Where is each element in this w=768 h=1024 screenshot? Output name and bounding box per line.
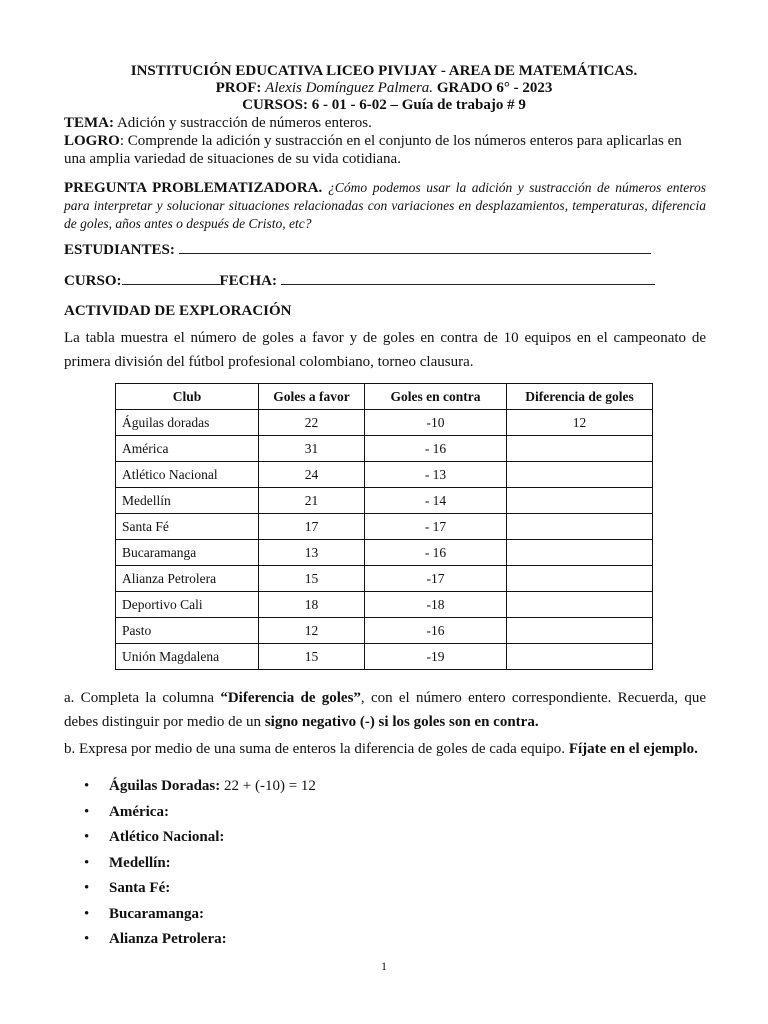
favor-cell: 22 [259,410,365,436]
favor-cell: 12 [259,618,365,644]
diferencia-cell [507,644,653,670]
table-row [116,488,653,514]
estudiantes-line [64,241,706,259]
list-item-label: Alianza Petrolera: [109,931,227,947]
list-item-label: Atlético Nacional: [109,829,225,845]
table-row [116,592,653,618]
club-cell: Alianza Petrolera [116,566,259,592]
favor-cell: 18 [259,592,365,618]
table-row [116,644,653,670]
table-row [116,514,653,540]
prof-label: PROF: [215,80,262,96]
instruction-a [64,686,706,734]
club-cell: Águilas doradas [116,410,259,436]
instruction-b-text: b. Expresa por medio de una suma de enteros la diferencia de goles de cada equipo. [64,741,569,757]
instruction-a-text: a. Completa la columna [64,690,221,706]
table-header-row [116,384,653,410]
club-cell: América [116,436,259,462]
diferencia-cell [507,566,653,592]
fecha-label: FECHA: [219,273,278,289]
contra-cell: - 13 [365,462,507,488]
club-cell: Unión Magdalena [116,644,259,670]
bullet-icon: • [84,880,90,896]
course-line: CURSOS: 6 - 01 - 6-02 – Guía de trabajo # 9 [242,97,526,113]
instruction-a-bold-sign: signo negativo (-) si los goles son en contra. [264,714,539,730]
instruction-b-bold: Fíjate en el ejemplo. [568,741,698,757]
favor-cell: 31 [259,436,365,462]
logro-paragraph [64,132,706,168]
list-item-text: 22 + (-10) = 12 [220,778,316,794]
bullet-icon: • [84,829,90,845]
club-cell: Medellín [116,488,259,514]
table-row [116,462,653,488]
favor-cell: 24 [259,462,365,488]
header-goles-favor: Goles a favor [259,384,365,410]
list-item-label: Águilas Doradas: [109,778,221,794]
list-item [84,803,316,829]
instruction-a-text-2: , con el número entero correspondiente. Recuerda, que debes distinguir por medio de un [64,690,706,730]
tema-text: Adición y sustracción de números enteros. [116,115,372,131]
diferencia-cell [507,540,653,566]
diferencia-cell [507,436,653,462]
table-row [116,618,653,644]
activity-title: ACTIVIDAD DE EXPLORACIÓN [64,303,292,319]
contra-cell: - 14 [365,488,507,514]
favor-cell: 21 [259,488,365,514]
bullet-icon: • [84,854,90,871]
contra-cell: -19 [365,644,507,670]
list-item [84,879,316,905]
estudiantes-label: ESTUDIANTES: [64,242,175,258]
goals-table [115,383,653,670]
diferencia-cell [507,592,653,618]
list-item-label: Santa Fé: [109,880,171,896]
page-number: 1 [381,959,387,973]
contra-cell: -18 [365,592,507,618]
estudiantes-blank [179,241,651,254]
club-cell: Deportivo Cali [116,592,259,618]
bullet-icon: • [84,905,90,922]
list-item-label: Medellín: [109,854,171,871]
prof-name: Alexis Domínguez Palmera. [265,80,434,96]
list-item [84,777,316,803]
answers-list [84,777,316,956]
logro-text: : Comprende la adición y sustracción en el conjunto de los números enteros para aplicarlas en una amplia variedad de situaciones de su vida cotidiana. [64,133,682,167]
logro-label: LOGRO [64,133,120,149]
curso-fecha-line [64,272,706,290]
favor-cell: 17 [259,514,365,540]
bullet-icon: • [84,803,90,820]
bullet-icon: • [84,778,90,794]
diferencia-cell: 12 [507,410,653,436]
club-cell: Bucaramanga [116,540,259,566]
club-cell: Pasto [116,618,259,644]
fecha-blank [281,272,655,285]
instruction-b [64,740,706,758]
instruction-a-bold-column: “Diferencia de goles” [220,690,361,706]
pregunta-paragraph [64,179,706,233]
grade-label: GRADO 6° - 2023 [436,80,553,96]
header-goles-contra: Goles en contra [365,384,507,410]
teacher-line [0,80,768,97]
list-item-label: Bucaramanga: [109,905,204,922]
contra-cell: -17 [365,566,507,592]
favor-cell: 15 [259,566,365,592]
list-item [84,905,316,931]
table-row [116,566,653,592]
header-diferencia: Diferencia de goles [507,384,653,410]
bullet-icon: • [84,931,90,947]
contra-cell: - 16 [365,540,507,566]
diferencia-cell [507,514,653,540]
table-row [116,436,653,462]
contra-cell: - 17 [365,514,507,540]
list-item [84,854,316,880]
table-row [116,540,653,566]
pregunta-label: PREGUNTA PROBLEMATIZADORA. [64,180,323,196]
tema-line [64,114,706,132]
pregunta-text: ¿Cómo podemos usar la adición y sustracción de números enteros para interpretar y solucionar situaciones relacionadas con variaciones en desplazamientos, temperaturas, diferencia de goles, años antes o después de Cristo, etc? [64,180,707,231]
diferencia-cell [507,618,653,644]
intro-paragraph: La tabla muestra el número de goles a favor y de goles en contra de 10 equipos en el campeonato de primera división del fútbol profesional colombiano, torneo clausura. [64,330,706,370]
diferencia-cell [507,488,653,514]
curso-blank [122,272,220,285]
school-title: INSTITUCIÓN EDUCATIVA LICEO PIVIJAY - AREA DE MATEMÁTICAS. [130,63,638,79]
contra-cell: - 16 [365,436,507,462]
curso-label: CURSO: [64,273,122,289]
favor-cell: 15 [259,644,365,670]
diferencia-cell [507,462,653,488]
table-row [116,410,653,436]
list-item [84,828,316,854]
club-cell: Santa Fé [116,514,259,540]
tema-label: TEMA: [64,115,114,131]
header-club: Club [116,384,259,410]
list-item-label: América: [109,803,169,820]
favor-cell: 13 [259,540,365,566]
list-item [84,930,316,956]
contra-cell: -16 [365,618,507,644]
contra-cell: -10 [365,410,507,436]
club-cell: Atlético Nacional [116,462,259,488]
